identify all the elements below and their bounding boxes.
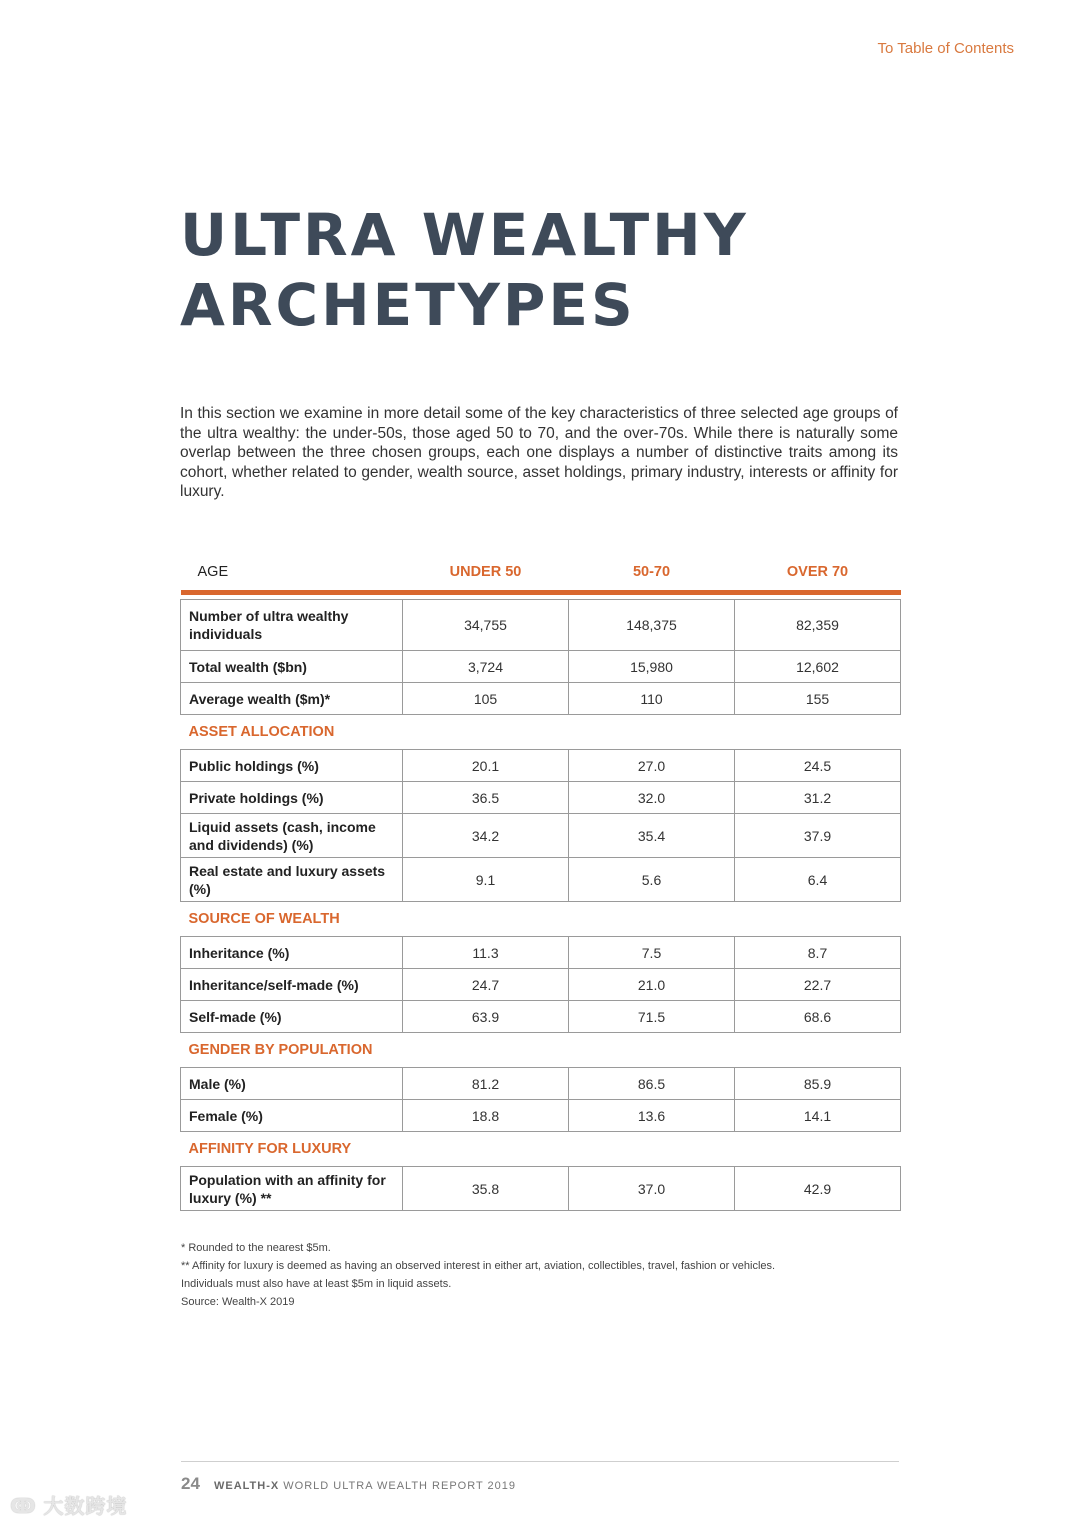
footer-brand: WEALTH-X — [213, 1480, 280, 1492]
archetypes-table — [180, 554, 901, 1211]
page-number: 24 — [181, 1474, 200, 1493]
cell-over-70: 8.7 — [735, 937, 901, 969]
section-source-of-wealth — [181, 902, 901, 937]
cell-under-50: 36.5 — [403, 782, 569, 814]
table-row-inheritance-self-made — [181, 969, 901, 1001]
cell-50-70: 27.0 — [569, 750, 735, 782]
header-50-70: 50-70 — [569, 554, 735, 593]
cell-over-70: 31.2 — [735, 782, 901, 814]
cell-over-70: 85.9 — [735, 1068, 901, 1100]
table-row-female — [181, 1100, 901, 1132]
cell-under-50: 105 — [403, 683, 569, 715]
table-row-private-holdings — [181, 782, 901, 814]
cell-50-70: 148,375 — [569, 600, 735, 651]
cell-50-70: 5.6 — [569, 858, 735, 902]
cell-over-70: 155 — [735, 683, 901, 715]
section-heading: ASSET ALLOCATION — [188, 724, 335, 740]
watermark — [10, 1490, 127, 1519]
footnotes — [181, 1239, 775, 1311]
section-heading: GENDER BY POPULATION — [188, 1042, 373, 1058]
cell-50-70: 13.6 — [569, 1100, 735, 1132]
row-label: Population with an affinity for luxury (%) ** — [181, 1167, 403, 1211]
cell-under-50: 35.8 — [403, 1167, 569, 1211]
table-row-public-holdings — [181, 750, 901, 782]
cell-50-70: 15,980 — [569, 651, 735, 683]
cell-over-70: 12,602 — [735, 651, 901, 683]
footnote-rounding: * Rounded to the nearest $5m. — [181, 1242, 331, 1254]
row-label: Inheritance (%) — [181, 937, 403, 969]
cell-50-70: 71.5 — [569, 1001, 735, 1033]
table-header-row — [181, 554, 901, 593]
cell-under-50: 34,755 — [403, 600, 569, 651]
cell-under-50: 3,724 — [403, 651, 569, 683]
watermark-text: 大数跨境 — [43, 1496, 128, 1518]
table-row-self-made — [181, 1001, 901, 1033]
table-row-liquid-assets — [181, 814, 901, 858]
table-of-contents-link[interactable]: To Table of Contents — [877, 40, 1014, 57]
intro-paragraph: In this section we examine in more detail some of the key characteristics of three selected age groups of the ultra wealthy: the under-50s, those aged 50 to 70, and the over-70s. While there is naturally some overlap between the three chosen groups, each one displays a number of distinctive traits among its cohort, whether related to gender, wealth source, asset holdings, primary industry, interests or affinity for luxury. — [180, 405, 898, 501]
watermark-logo-icon: ↂ — [10, 1496, 37, 1518]
footer-divider — [181, 1461, 899, 1462]
title-line-1: ULTRA WEALTHY — [180, 201, 749, 269]
cell-50-70: 37.0 — [569, 1167, 735, 1211]
cell-under-50: 81.2 — [403, 1068, 569, 1100]
table-row-total-wealth — [181, 651, 901, 683]
cell-under-50: 11.3 — [403, 937, 569, 969]
section-heading: AFFINITY FOR LUXURY — [188, 1141, 352, 1157]
cell-under-50: 20.1 — [403, 750, 569, 782]
cell-over-70: 82,359 — [735, 600, 901, 651]
cell-50-70: 21.0 — [569, 969, 735, 1001]
cell-under-50: 24.7 — [403, 969, 569, 1001]
row-label: Male (%) — [181, 1068, 403, 1100]
cell-50-70: 110 — [569, 683, 735, 715]
table-row-number-of-individuals — [181, 600, 901, 651]
row-label: Self-made (%) — [181, 1001, 403, 1033]
cell-under-50: 63.9 — [403, 1001, 569, 1033]
section-asset-allocation — [181, 715, 901, 750]
row-label: Liquid assets (cash, income and dividends) (%) — [181, 814, 403, 858]
header-over-70: OVER 70 — [735, 554, 901, 593]
cell-50-70: 35.4 — [569, 814, 735, 858]
row-label: Real estate and luxury assets (%) — [181, 858, 403, 902]
section-affinity-for-luxury — [181, 1132, 901, 1167]
section-gender-by-population — [181, 1033, 901, 1068]
cell-50-70: 86.5 — [569, 1068, 735, 1100]
table-row-male — [181, 1068, 901, 1100]
cell-50-70: 32.0 — [569, 782, 735, 814]
row-label: Number of ultra wealthy individuals — [181, 600, 403, 651]
row-label: Inheritance/self-made (%) — [181, 969, 403, 1001]
page-title — [180, 200, 749, 340]
footnote-source: Source: Wealth-X 2019 — [181, 1296, 295, 1308]
cell-over-70: 6.4 — [735, 858, 901, 902]
cell-50-70: 7.5 — [569, 937, 735, 969]
row-label: Female (%) — [181, 1100, 403, 1132]
footer-report-title: WORLD ULTRA WEALTH REPORT 2019 — [283, 1480, 517, 1492]
cell-under-50: 34.2 — [403, 814, 569, 858]
row-label: Average wealth ($m)* — [181, 683, 403, 715]
cell-over-70: 22.7 — [735, 969, 901, 1001]
table-row-real-estate — [181, 858, 901, 902]
section-heading: SOURCE OF WEALTH — [188, 911, 340, 927]
cell-over-70: 14.1 — [735, 1100, 901, 1132]
footnote-affinity: ** Affinity for luxury is deemed as having an observed interest in either art, aviation, collectibles, travel, fashion or vehicles. — [181, 1260, 776, 1272]
title-line-2: ARCHETYPES — [180, 271, 636, 339]
row-label: Private holdings (%) — [181, 782, 403, 814]
footnote-liquid-assets: Individuals must also have at least $5m in liquid assets. — [181, 1278, 452, 1290]
row-label: Public holdings (%) — [181, 750, 403, 782]
header-under-50: UNDER 50 — [403, 554, 569, 593]
table-row-inheritance — [181, 937, 901, 969]
page-footer — [181, 1474, 516, 1494]
cell-over-70: 42.9 — [735, 1167, 901, 1211]
cell-over-70: 24.5 — [735, 750, 901, 782]
cell-under-50: 9.1 — [403, 858, 569, 902]
cell-under-50: 18.8 — [403, 1100, 569, 1132]
row-label: Total wealth ($bn) — [181, 651, 403, 683]
table-row-average-wealth — [181, 683, 901, 715]
cell-over-70: 68.6 — [735, 1001, 901, 1033]
table-row-affinity-for-luxury — [181, 1167, 901, 1211]
header-age: AGE — [181, 554, 403, 593]
cell-over-70: 37.9 — [735, 814, 901, 858]
